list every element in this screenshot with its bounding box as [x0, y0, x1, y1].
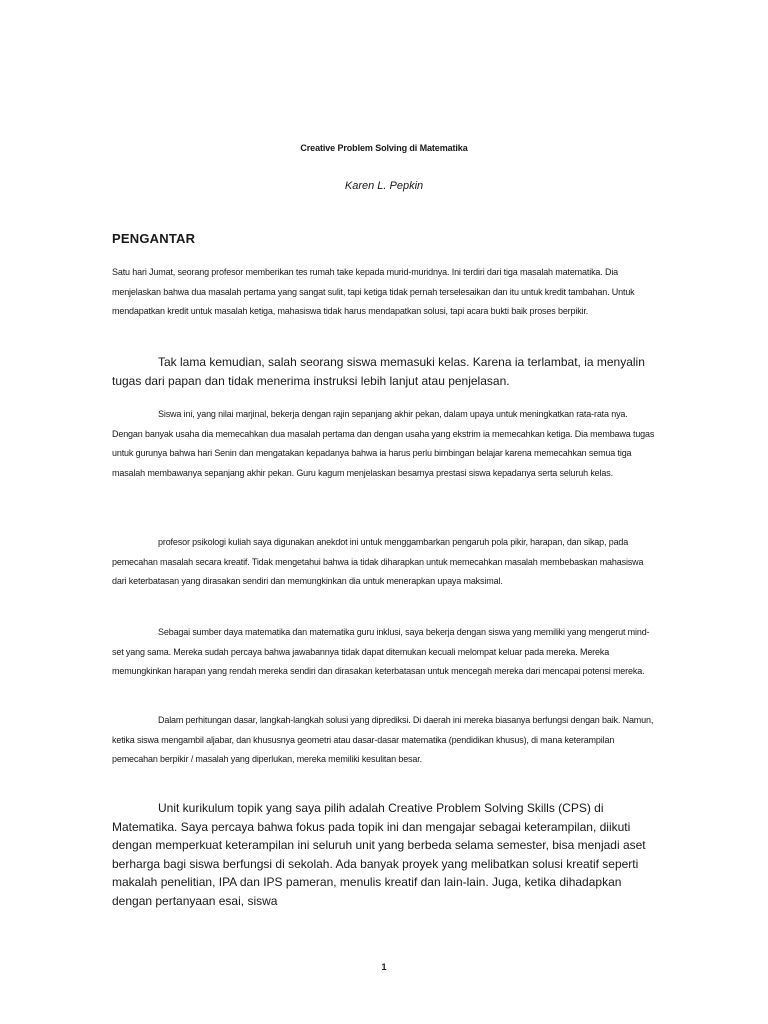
paragraph-1: Satu hari Jumat, seorang profesor memberikan tes rumah take kepada murid-muridnya. Ini terdiri dari tiga masalah matematika. Dia menjelaskan bahwa dua masalah pertama yang sangat sulit, tapi ketiga tidak pernah terselesaikan dan itu untuk kredit tambahan. Untuk mendapatkan kredit untuk masalah ketiga, mahasiswa tidak harus mendapatkan solusi, tapi acara bukti baik proses berpikir. [112, 267, 635, 316]
paragraph-5: Sebagai sumber daya matematika dan matematika guru inklusi, saya bekerja dengan siswa yang memiliki yang mengerut mind-set yang sama. Mereka sudah percaya bahwa jawabannya tidak dapat ditemukan kecuali melompat keluar pada mereka. Mereka memungkinkan harapan yang rendah mereka sendiri dan dirasakan keterbatasan untuk mencegah mereka dari mencapai potensi mereka. [112, 627, 650, 676]
document-title: Creative Problem Solving di Matematika [300, 143, 468, 153]
paragraph-6: Dalam perhitungan dasar, langkah-langkah solusi yang diprediksi. Di daerah ini mereka biasanya berfungsi dengan baik. Namun, ketika siswa mengambil aljabar, dan khususnya geometri atau dasar-dasar matematika (pendidikan khusus), di mana keterampilan pemecahan berpikir / masalah yang diperlukan, mereka memiliki kesulitan besar. [112, 715, 654, 764]
author-name: Karen L. Pepkin [344, 180, 424, 192]
paragraph-7: Unit kurikulum topik yang saya pilih adalah Creative Problem Solving Skills (CPS) di Matematika. Saya percaya bahwa fokus pada topik ini dan mengajar sebagai keterampilan, diikuti dengan memperkuat keterampilan ini seluruh unit yang berbeda selama semester, bisa menjadi aset berharga bagi siswa berfungsi di sekolah. Ada banyak proyek yang melibatkan solusi kreatif seperti makalah penelitian, IPA dan IPS pameran, menulis kreatif dan lain-lain. Juga, ketika dihadapkan dengan pertanyaan esai, siswa [112, 801, 646, 908]
paragraph-4: profesor psikologi kuliah saya digunakan anekdot ini untuk menggambarkan pengaruh pola pikir, harapan, dan sikap, pada pemecahan masalah secara kreatif. Tidak mengetahui bahwa ia tidak diharapkan untuk memecahkan masalah membebaskan mahasiswa dari keterbatasan yang dirasakan sendiri dan memungkinkan dia untuk menerapkan upaya maksimal. [112, 537, 644, 586]
paragraph-3: Siswa ini, yang nilai marjinal, bekerja dengan rajin sepanjang akhir pekan, dalam upaya untuk meningkatkan rata-rata nya. Dengan banyak usaha dia memecahkan dua masalah pertama dan dengan usaha yang ekstrim ia memecahkan ketiga. Dia membawa tugas untuk gurunya bahwa hari Senin dan mengatakan kepadanya bahwa ia harus perlu bimbingan belajar karena memecahkan semua tiga masalah membawanya sepanjang akhir pekan. Guru kagum menjelaskan besarnya prestasi siswa kepadanya serta seluruh kelas. [112, 409, 655, 478]
section-heading: PENGANTAR [112, 231, 196, 246]
page-number: 1 [381, 962, 387, 972]
paragraph-2: Tak lama kemudian, salah seorang siswa memasuki kelas. Karena ia terlambat, ia menyalin tugas dari papan dan tidak menerima instruksi lebih lanjut atau penjelasan. [112, 355, 645, 388]
